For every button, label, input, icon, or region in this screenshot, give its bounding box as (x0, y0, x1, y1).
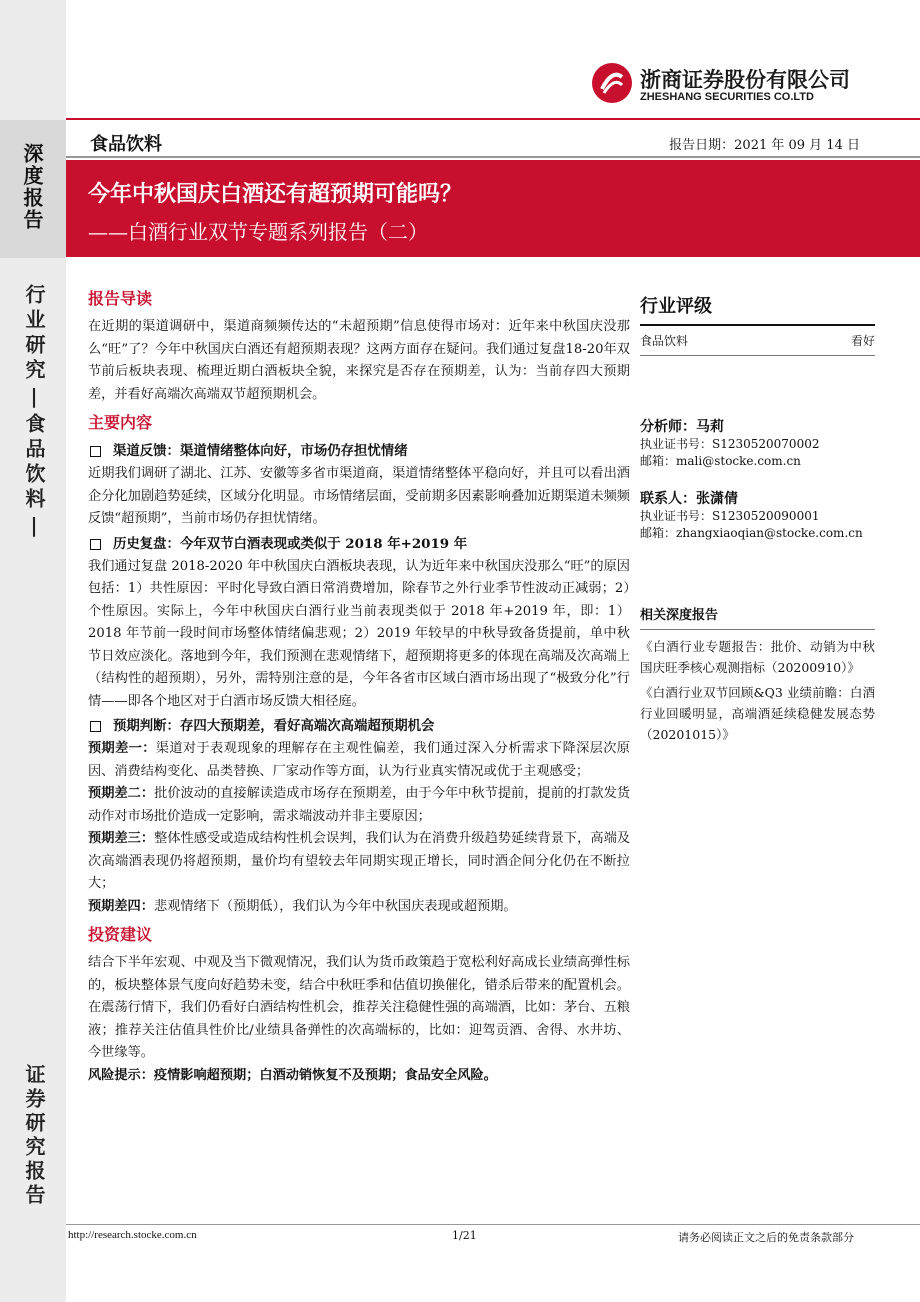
related-reports-title: 相关深度报告 (640, 608, 719, 623)
checkbox-icon (90, 721, 101, 732)
bullet-channel (88, 440, 630, 462)
expectation-gap-2: 预期差二：批价波动的直接解读造成市场存在预期差，由于今年中秋节提前，提前的打款发货动作对市场批价造成一定影响，需求端波动并非主要原因； (88, 786, 631, 824)
related-divider (640, 629, 875, 630)
footer-url[interactable]: http://research.stocke.com.cn (68, 1229, 197, 1241)
report-date: 报告日期：2021 年 09 月 14 日 (669, 138, 860, 153)
report-type-label: 深度报告 (20, 143, 44, 231)
bullet-channel-text: 渠道反馈：渠道情绪整体向好，市场仍存担忧情绪 (113, 443, 408, 459)
rating-divider (640, 324, 875, 326)
intro-paragraph: 在近期的渠道调研中，渠道商频频传达的“未超预期”信息使得市场对：近年来中秋国庆没那么“旺”了？今年中秋国庆白酒还有超预期表现？这两方面存在疑问。我们通过复盘18-20年双节前后板块表现、梳理近期白酒板块全貌，来探究是否存在预期差，认为：当前存四大预期差，并看好高端次高端双节超预期机会。 (88, 319, 630, 402)
bullet-expectation (88, 715, 630, 737)
footer-disclaimer: 请务必阅读正文之后的免责条款部分 (678, 1231, 854, 1244)
main-content (88, 288, 630, 1087)
checkbox-icon (90, 539, 101, 550)
rating-separator (640, 355, 875, 356)
securities-report-label: 证券研究报告 (22, 1064, 46, 1208)
channel-paragraph: 近期我们调研了湖北、江苏、安徽等多省市渠道商，渠道情绪整体平稳向好，并且可以看出酒企分化加剧趋势延续，区域分化明显。市场情绪层面，受前期多因素影响叠加近期渠道未频频反馈“超预期”，当前市场仍存担忧情绪。 (88, 466, 630, 526)
date-divider (66, 156, 920, 158)
contact-name: 联系人：张潇倩 (640, 491, 738, 507)
intro-heading: 报告导读 (88, 289, 153, 308)
invest-paragraph: 结合下半年宏观、中观及当下微观情况，我们认为货币政策趋于宽松利好高成长业绩高弹性标的，板块整体景气度向好趋势未变，结合中秋旺季和估值切换催化，错杀后带来的配置机会。在震荡行情下，我们仍看好白酒结构性机会，推荐关注稳健性强的高端酒，比如：茅台、五粮液；推荐关注估值具性价比/业绩具备弹性的次高端标的，比如：迎驾贡酒、舍得、水井坊、今世缘等。 (88, 955, 630, 1060)
contact-cert: 执业证书号：S1230520090001 (640, 509, 820, 523)
bullet-history (88, 533, 630, 555)
history-paragraph: 我们通过复盘 2018-2020 年中秋国庆白酒板块表现，认为近年来中秋国庆没那么“旺”的原因包括：1）共性原因：平时化导致白酒日常消费增加，除春节之外行业季节性波动正减弱；2）个性原因。实际上，今年中秋国庆白酒行业当前表现类似于 2018 年+2019 年，即：1）2018 年节前一段时间市场整体情绪偏悲观；2）2019 年较早的中秋导致备货提前，单中秋节日效应淡化。落地到今年，我们预测在悲观情绪下，超预期将更多的体现在高端及次高端上（结构性的超预期），另外，需特别注意的是，今年各省市区域白酒市场出现了“极致分化”行情——即各个地区对于白酒市场反馈大相径庭。 (88, 558, 630, 709)
analyst-email[interactable]: 邮箱：mali@stocke.com.cn (640, 454, 801, 468)
analyst-name: 分析师：马莉 (640, 419, 724, 435)
company-logo (592, 63, 862, 107)
rating-row (640, 332, 875, 349)
contact-email[interactable]: 邮箱：zhangxiaoqian@stocke.com.cn (640, 526, 863, 540)
expectation-gap-4: 预期差四：悲观情绪下（预期低），我们认为今年中秋国庆表现或超预期。 (88, 898, 517, 914)
related-report-2[interactable]: 《白酒行业双节回顾&Q3 业绩前瞻：白酒行业回暖明显，高端酒延续稳健发展态势（20201015）》 (640, 685, 875, 742)
bullet-history-text: 历史复盘：今年双节白酒表现或类似于 2018 年+2019 年 (113, 535, 468, 552)
expectation-gap-3: 预期差三：整体性感受或造成结构性机会误判，我们认为在消费升级趋势延续背景下，高端及次高端酒表现仍将超预期，量价均有望较去年同期实现正增长，同时酒企间分化仍在不断拉大； (88, 831, 631, 891)
related-report-1[interactable]: 《白酒行业专题报告：批价、动销为中秋国庆旺季核心观测指标（20200910）》 (640, 639, 875, 675)
report-subtitle: ——白酒行业双节专题系列报告（二） (88, 220, 428, 244)
expectation-gap-1: 预期差一：渠道对于表观现象的理解存在主观性偏差，我们通过深入分析需求下降深层次原因、消费结构变化、品类替换、厂家动作等方面，认为行业真实情况或优于主观感受； (88, 741, 630, 779)
bullet-expectation-text: 预期判断：存四大预期差，看好高端次高端超预期机会 (113, 718, 435, 734)
analyst-cert: 执业证书号：S1230520070002 (640, 437, 820, 451)
risk-warning: 风险提示：疫情影响超预期；白酒动销恢复不及预期；食品安全风险。 (88, 1067, 497, 1083)
logo-mark-icon (592, 63, 632, 103)
invest-heading: 投资建议 (88, 925, 153, 944)
content-heading: 主要内容 (88, 413, 153, 432)
header-divider (66, 118, 920, 120)
page-number: 1/21 (452, 1229, 477, 1242)
report-title: 今年中秋国庆白酒还有超预期可能吗？ (88, 181, 463, 207)
logo-en-text: ZHESHANG SECURITIES CO.LTD (640, 91, 814, 103)
checkbox-icon (90, 446, 101, 457)
right-panel (640, 288, 875, 749)
sector-label: 食品饮料 (90, 134, 162, 155)
rating-sector: 食品饮料 (640, 334, 689, 348)
logo-cn-text: 浙商证券股份有限公司 (640, 68, 850, 92)
footer-divider (66, 1224, 920, 1225)
rating-value: 看好 (850, 334, 875, 348)
rating-title: 行业评级 (640, 296, 712, 317)
category-vertical-label: 行业研究|食品饮料| (22, 284, 46, 542)
